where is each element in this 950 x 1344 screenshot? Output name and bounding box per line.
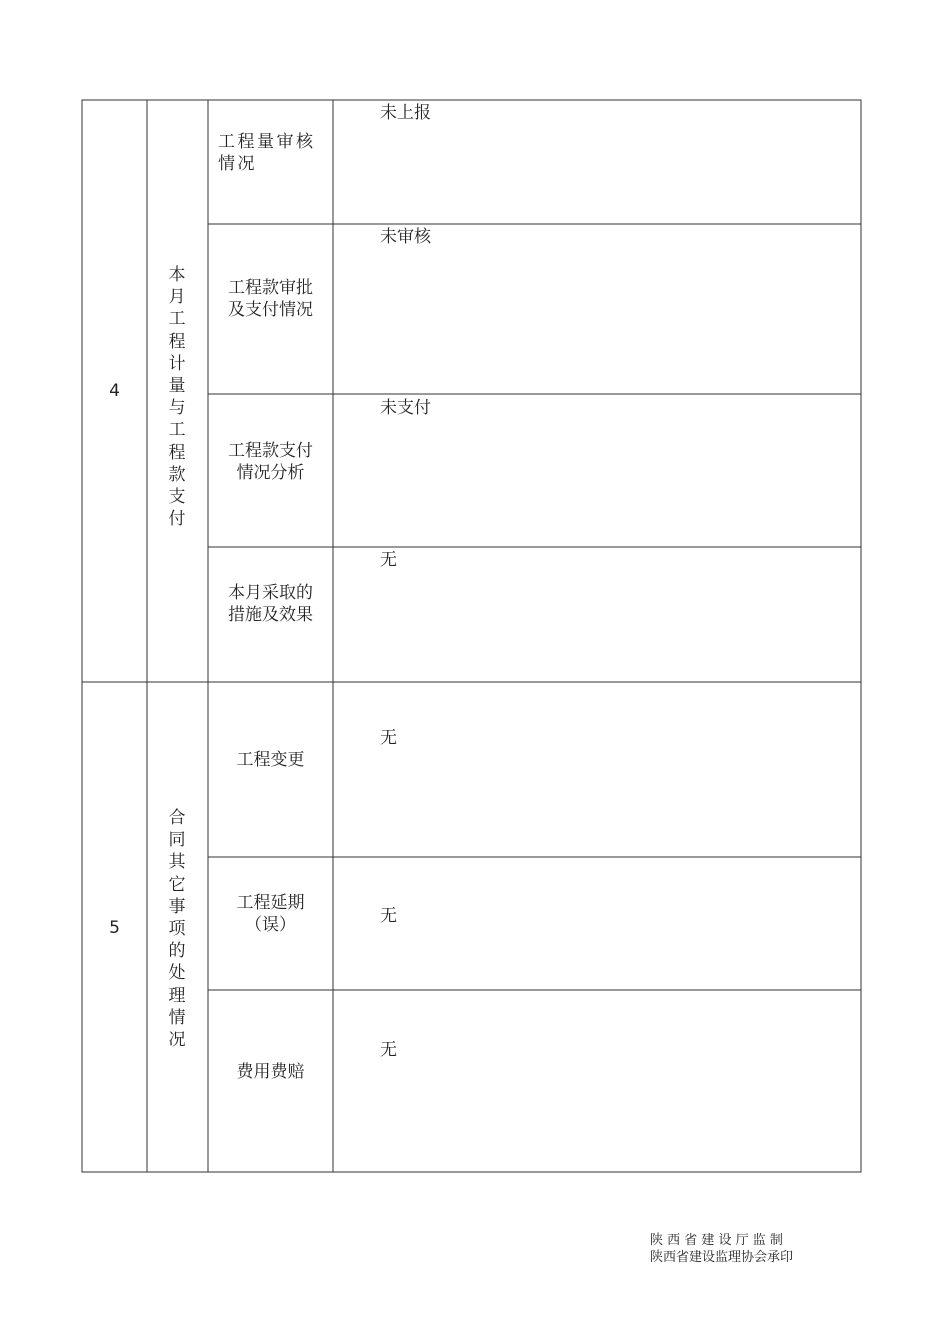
row-value: 未审核: [380, 227, 431, 247]
row-label: 工程变更: [236, 750, 305, 770]
section-category: 本月工程计量与工程款支付: [168, 265, 186, 530]
section-category: 合同其它事项的处理情况: [168, 808, 186, 1051]
row-label: 工程款审批 及支付情况: [228, 278, 313, 320]
row-label: 工程款支付 情况分析: [228, 441, 313, 483]
row-value: 未支付: [380, 398, 431, 418]
row-value: 无: [380, 906, 397, 926]
row-label: 工程延期 （误）: [236, 893, 305, 935]
row-label: 本月采取的 措施及效果: [228, 583, 313, 625]
row-value: 无: [380, 1040, 397, 1060]
row-label: 工程量审核 情况: [218, 132, 316, 174]
section-number: 5: [109, 918, 120, 938]
footer-printer: 陕西省建设监理协会承印: [650, 1250, 794, 1265]
row-value: 未上报: [380, 103, 431, 123]
footer-supervisor: 陕 西 省 建 设 厅 监 制: [650, 1233, 783, 1248]
row-value: 无: [380, 728, 397, 748]
section-number: 4: [109, 381, 120, 401]
row-value: 无: [380, 550, 397, 570]
row-label: 费用费赔: [236, 1062, 305, 1082]
